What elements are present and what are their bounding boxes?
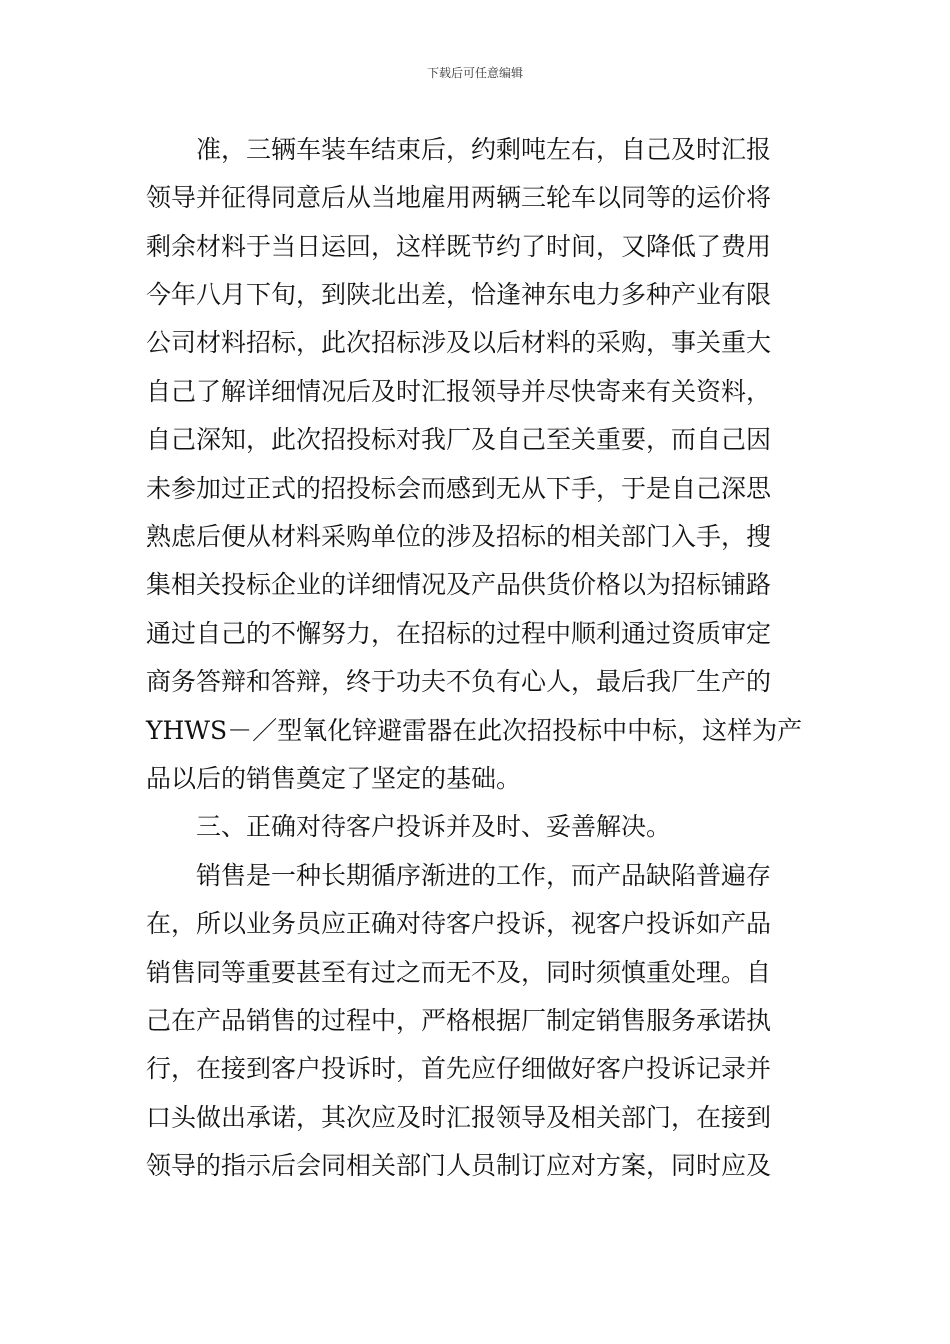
text-line: 销售同等重要甚至有过之而无不及，同时须慎重处理。自 [146,958,772,987]
text-line: 销售是一种长期循序渐进的工作，而产品缺陷普遍存 [146,861,772,890]
text-line: 自己深知，此次招投标对我厂及自己至关重要，而自己因 [146,425,772,454]
text-line: 剩余材料于当日运回，这样既节约了时间，又降低了费用 [146,232,772,261]
text-line: 今年八月下旬，到陕北出差，恰逢神东电力多种产业有限 [146,280,772,309]
text-line: YHWS－／型氧化锌避雷器在此次招投标中中标，这样为产 [146,716,803,745]
page-header: 下载后可任意编辑 [426,66,523,80]
text-line: 熟虑后便从材料采购单位的涉及招标的相关部门入手，搜 [146,522,772,551]
text-line: 在，所以业务员应正确对待客户投诉，视客户投诉如产品 [146,909,772,938]
text-line: 通过自己的不懈努力，在招标的过程中顺利通过资质审定 [146,619,772,648]
text-line: 领导并征得同意后从当地雇用两辆三轮车以同等的运价将 [146,183,772,212]
text-line: 领导的指示后会同相关部门人员制订应对方案，同时应及 [146,1151,772,1180]
text-line: 商务答辩和答辩，终于功夫不负有心人，最后我厂生产的 [146,667,772,696]
text-line: 准，三辆车装车结束后，约剩吨左右，自己及时汇报 [146,135,772,164]
text-line: 己在产品销售的过程中，严格根据厂制定销售服务承诺执 [146,1006,772,1035]
text-line: 未参加过正式的招投标会而感到无从下手，于是自己深思 [146,474,772,503]
text-line: 自己了解详细情况后及时汇报领导并尽快寄来有关资料， [146,377,772,406]
text-line: 集相关投标企业的详细情况及产品供货价格以为招标铺路 [146,570,772,599]
text-line: 口头做出承诺，其次应及时汇报领导及相关部门，在接到 [146,1103,772,1132]
section-heading: 三、正确对待客户投诉并及时、妥善解决。 [146,812,672,841]
text-line: 公司材料招标，此次招标涉及以后材料的采购，事关重大 [146,328,772,357]
text-line: 行，在接到客户投诉时，首先应仔细做好客户投诉记录并 [146,1054,772,1083]
text-line: 品以后的销售奠定了坚定的基础。 [146,764,522,793]
